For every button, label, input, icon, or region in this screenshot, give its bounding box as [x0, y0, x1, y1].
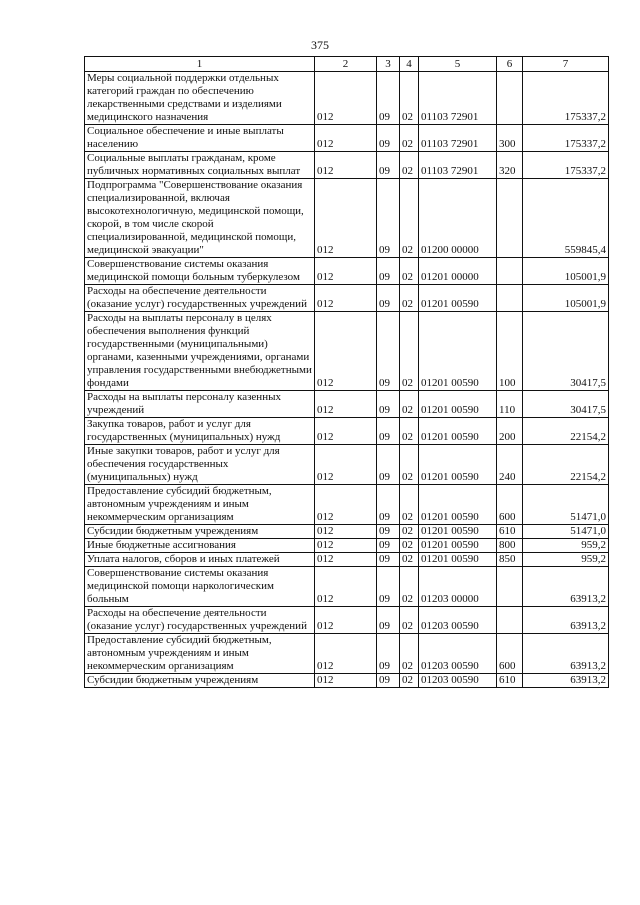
target-article-cell: 01201 00590 — [419, 553, 497, 567]
amount-cell: 559845,4 — [523, 179, 609, 258]
table-body — [85, 72, 609, 688]
row-name-cell: Закупка товаров, работ и услуг для государственных (муниципальных) нужд — [85, 418, 315, 445]
ministry-code-cell: 012 — [315, 525, 377, 539]
amount-cell: 175337,2 — [523, 125, 609, 152]
amount-cell: 105001,9 — [523, 285, 609, 312]
ministry-code-cell: 012 — [315, 179, 377, 258]
expense-type-cell — [497, 607, 523, 634]
row-name-cell: Расходы на обеспечение деятельности (оказание услуг) государственных учреждений — [85, 285, 315, 312]
subsection-code-cell: 02 — [400, 567, 419, 607]
subsection-code-cell: 02 — [400, 258, 419, 285]
target-article-cell: 01201 00590 — [419, 285, 497, 312]
amount-cell: 959,2 — [523, 553, 609, 567]
ministry-code-cell: 012 — [315, 539, 377, 553]
section-code-cell: 09 — [377, 567, 400, 607]
section-code-cell: 09 — [377, 125, 400, 152]
ministry-code-cell: 012 — [315, 258, 377, 285]
section-code-cell: 09 — [377, 553, 400, 567]
target-article-cell: 01201 00590 — [419, 485, 497, 525]
subsection-code-cell: 02 — [400, 418, 419, 445]
row-name-cell: Совершенствование системы оказания медицинской помощи больным туберкулезом — [85, 258, 315, 285]
ministry-code-cell: 012 — [315, 485, 377, 525]
expense-type-cell: 200 — [497, 418, 523, 445]
table-row — [85, 539, 609, 553]
table-row — [85, 391, 609, 418]
amount-cell: 22154,2 — [523, 445, 609, 485]
table-row — [85, 607, 609, 634]
amount-cell: 105001,9 — [523, 258, 609, 285]
table-row — [85, 418, 609, 445]
table-row — [85, 567, 609, 607]
ministry-code-cell: 012 — [315, 391, 377, 418]
ministry-code-cell: 012 — [315, 72, 377, 125]
expense-type-cell — [497, 258, 523, 285]
target-article-cell: 01203 00590 — [419, 674, 497, 688]
section-code-cell: 09 — [377, 674, 400, 688]
subsection-code-cell: 02 — [400, 72, 419, 125]
ministry-code-cell: 012 — [315, 445, 377, 485]
table-row — [85, 634, 609, 674]
expense-type-cell: 320 — [497, 152, 523, 179]
target-article-cell: 01103 72901 — [419, 125, 497, 152]
expense-type-cell: 240 — [497, 445, 523, 485]
amount-cell: 175337,2 — [523, 152, 609, 179]
table-row — [85, 72, 609, 125]
column-header: 3 — [377, 57, 400, 72]
column-header: 2 — [315, 57, 377, 72]
budget-table — [84, 56, 609, 688]
subsection-code-cell: 02 — [400, 312, 419, 391]
row-name-cell: Подпрограмма "Совершенствование оказания специализированной, включая высокотехнологичную, медицинской помощи, скорой, в том числе скорой специализированной, медицинской помощи, медицинской эвакуации" — [85, 179, 315, 258]
target-article-cell: 01201 00590 — [419, 391, 497, 418]
amount-cell: 63913,2 — [523, 567, 609, 607]
section-code-cell: 09 — [377, 179, 400, 258]
row-name-cell: Расходы на выплаты персоналу казенных учреждений — [85, 391, 315, 418]
column-number-row — [85, 57, 609, 72]
ministry-code-cell: 012 — [315, 152, 377, 179]
ministry-code-cell: 012 — [315, 312, 377, 391]
row-name-cell: Социальные выплаты гражданам, кроме публичных нормативных социальных выплат — [85, 152, 315, 179]
target-article-cell: 01103 72901 — [419, 72, 497, 125]
amount-cell: 63913,2 — [523, 634, 609, 674]
expense-type-cell — [497, 567, 523, 607]
section-code-cell: 09 — [377, 634, 400, 674]
section-code-cell: 09 — [377, 607, 400, 634]
expense-type-cell: 800 — [497, 539, 523, 553]
subsection-code-cell: 02 — [400, 525, 419, 539]
amount-cell: 959,2 — [523, 539, 609, 553]
table-row — [85, 152, 609, 179]
subsection-code-cell: 02 — [400, 179, 419, 258]
section-code-cell: 09 — [377, 539, 400, 553]
ministry-code-cell: 012 — [315, 567, 377, 607]
amount-cell: 22154,2 — [523, 418, 609, 445]
row-name-cell: Расходы на выплаты персоналу в целях обеспечения выполнения функций государственными (муниципальными) органами, казенными учреждениями, органами управления государственными внебюджетными фондами — [85, 312, 315, 391]
column-header: 1 — [85, 57, 315, 72]
amount-cell: 30417,5 — [523, 391, 609, 418]
target-article-cell: 01203 00590 — [419, 634, 497, 674]
table-row — [85, 258, 609, 285]
target-article-cell: 01201 00590 — [419, 445, 497, 485]
row-name-cell: Предоставление субсидий бюджетным, автономным учреждениям и иным некоммерческим организациям — [85, 485, 315, 525]
table-row — [85, 285, 609, 312]
amount-cell: 51471,0 — [523, 485, 609, 525]
expense-type-cell: 850 — [497, 553, 523, 567]
subsection-code-cell: 02 — [400, 485, 419, 525]
table-row — [85, 553, 609, 567]
subsection-code-cell: 02 — [400, 674, 419, 688]
target-article-cell: 01203 00590 — [419, 607, 497, 634]
target-article-cell: 01200 00000 — [419, 179, 497, 258]
target-article-cell: 01201 00000 — [419, 258, 497, 285]
column-header: 6 — [497, 57, 523, 72]
expense-type-cell: 100 — [497, 312, 523, 391]
expense-type-cell: 610 — [497, 525, 523, 539]
amount-cell: 51471,0 — [523, 525, 609, 539]
subsection-code-cell: 02 — [400, 285, 419, 312]
ministry-code-cell: 012 — [315, 634, 377, 674]
expense-type-cell: 600 — [497, 485, 523, 525]
column-header: 4 — [400, 57, 419, 72]
target-article-cell: 01203 00000 — [419, 567, 497, 607]
amount-cell: 63913,2 — [523, 607, 609, 634]
expense-type-cell — [497, 179, 523, 258]
row-name-cell: Иные бюджетные ассигнования — [85, 539, 315, 553]
expense-type-cell — [497, 285, 523, 312]
ministry-code-cell: 012 — [315, 125, 377, 152]
subsection-code-cell: 02 — [400, 152, 419, 179]
ministry-code-cell: 012 — [315, 607, 377, 634]
ministry-code-cell: 012 — [315, 285, 377, 312]
ministry-code-cell: 012 — [315, 418, 377, 445]
subsection-code-cell: 02 — [400, 553, 419, 567]
ministry-code-cell: 012 — [315, 674, 377, 688]
table-row — [85, 125, 609, 152]
column-header: 7 — [523, 57, 609, 72]
table-row — [85, 485, 609, 525]
row-name-cell: Уплата налогов, сборов и иных платежей — [85, 553, 315, 567]
section-code-cell: 09 — [377, 285, 400, 312]
subsection-code-cell: 02 — [400, 125, 419, 152]
expense-type-cell — [497, 72, 523, 125]
target-article-cell: 01103 72901 — [419, 152, 497, 179]
target-article-cell: 01201 00590 — [419, 418, 497, 445]
section-code-cell: 09 — [377, 258, 400, 285]
section-code-cell: 09 — [377, 152, 400, 179]
row-name-cell: Иные закупки товаров, работ и услуг для обеспечения государственных (муниципальных) нужд — [85, 445, 315, 485]
section-code-cell: 09 — [377, 391, 400, 418]
subsection-code-cell: 02 — [400, 391, 419, 418]
subsection-code-cell: 02 — [400, 445, 419, 485]
target-article-cell: 01201 00590 — [419, 312, 497, 391]
table-row — [85, 525, 609, 539]
ministry-code-cell: 012 — [315, 553, 377, 567]
column-header: 5 — [419, 57, 497, 72]
amount-cell: 175337,2 — [523, 72, 609, 125]
subsection-code-cell: 02 — [400, 634, 419, 674]
table-row — [85, 674, 609, 688]
row-name-cell: Субсидии бюджетным учреждениям — [85, 674, 315, 688]
section-code-cell: 09 — [377, 485, 400, 525]
row-name-cell: Меры социальной поддержки отдельных категорий граждан по обеспечению лекарственными средствами и изделиями медицинского назначения — [85, 72, 315, 125]
row-name-cell: Предоставление субсидий бюджетным, автономным учреждениям и иным некоммерческим организациям — [85, 634, 315, 674]
target-article-cell: 01201 00590 — [419, 525, 497, 539]
expense-type-cell: 110 — [497, 391, 523, 418]
expense-type-cell: 610 — [497, 674, 523, 688]
page-number: 375 — [311, 38, 329, 52]
table-row — [85, 179, 609, 258]
row-name-cell: Совершенствование системы оказания медицинской помощи наркологическим больным — [85, 567, 315, 607]
target-article-cell: 01201 00590 — [419, 539, 497, 553]
table-row — [85, 445, 609, 485]
section-code-cell: 09 — [377, 418, 400, 445]
subsection-code-cell: 02 — [400, 539, 419, 553]
amount-cell: 63913,2 — [523, 674, 609, 688]
row-name-cell: Субсидии бюджетным учреждениям — [85, 525, 315, 539]
row-name-cell: Расходы на обеспечение деятельности (оказание услуг) государственных учреждений — [85, 607, 315, 634]
section-code-cell: 09 — [377, 312, 400, 391]
subsection-code-cell: 02 — [400, 607, 419, 634]
table-row — [85, 312, 609, 391]
expense-type-cell: 600 — [497, 634, 523, 674]
section-code-cell: 09 — [377, 72, 400, 125]
amount-cell: 30417,5 — [523, 312, 609, 391]
row-name-cell: Социальное обеспечение и иные выплаты населению — [85, 125, 315, 152]
expense-type-cell: 300 — [497, 125, 523, 152]
section-code-cell: 09 — [377, 525, 400, 539]
section-code-cell: 09 — [377, 445, 400, 485]
